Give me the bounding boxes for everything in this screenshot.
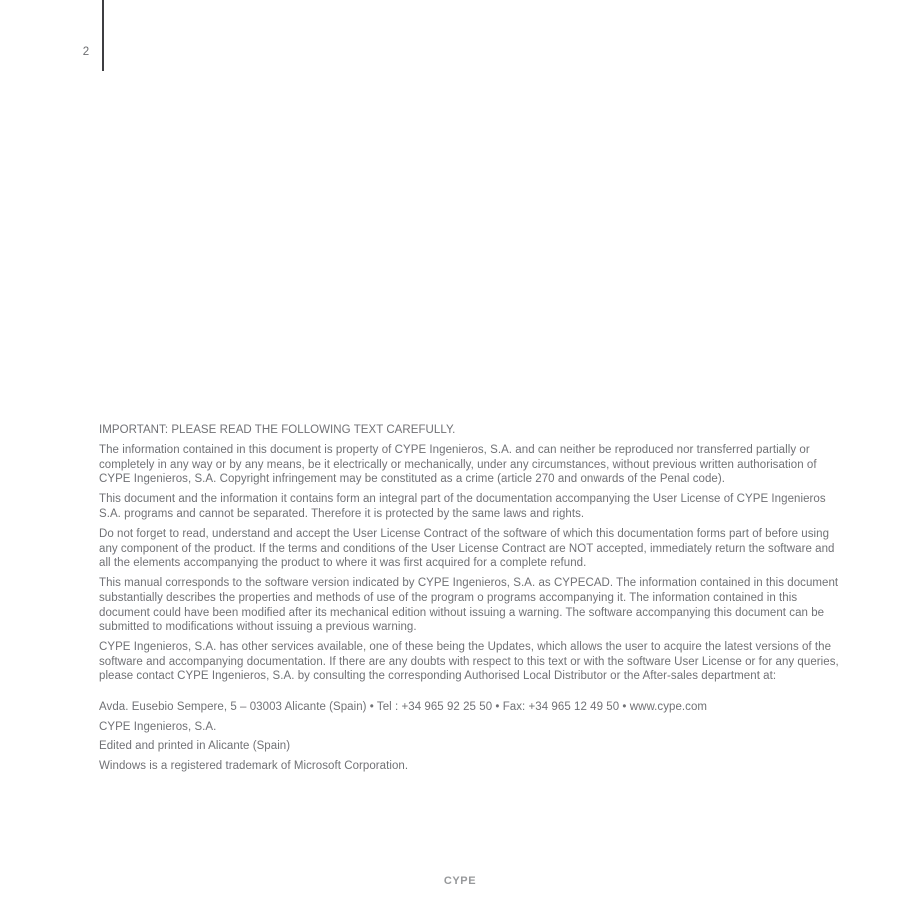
- page-number: 2: [82, 46, 90, 58]
- notice-heading: IMPORTANT: PLEASE READ THE FOLLOWING TEXT CAREFULLY.: [99, 424, 456, 436]
- legal-paragraph: CYPE Ingenieros, S.A. has other services available, one of these being the Updates, which allows the user to acquire the latest versions of the software and accompanying documentation. If there are any doubts with respect to this text or with the software User License or for any queries, please contact CYPE Ingenieros, S.A. by consulting the corresponding Authorised Local Distributor or the After-sales department at:: [99, 641, 839, 683]
- legal-paragraph: Do not forget to read, understand and accept the User License Contract of the software of which this documentation forms part of before using any component of the product. If the terms and conditions of the User License Contract are NOT accepted, immediately return the software and all the elements accompanying the product to where it was first acquired for a complete refund.: [99, 528, 835, 570]
- contact-address-line: Avda. Eusebio Sempere, 5 – 03003 Alicante (Spain) • Tel : +34 965 92 25 50 • Fax: +34 965 12 49 50 • www.cype.com: [99, 701, 708, 713]
- page-edge-rule: [102, 0, 104, 71]
- contact-edition: Edited and printed in Alicante (Spain): [99, 740, 291, 753]
- contact-company: CYPE Ingenieros, S.A.: [99, 720, 217, 733]
- legal-paragraph: This manual corresponds to the software version indicated by CYPE Ingenieros, S.A. as CYPECAD. The information contained in this document substantially describes the properties and methods of use of the program o programs accompanying it. The information contained in this document could have been modified after its mechanical edition without issuing a warning. The software accompanying this document can be submitted to modifications without issuing a previous warning.: [99, 577, 839, 634]
- legal-paragraph: The information contained in this document is property of CYPE Ingenieros, S.A. and can neither be reproduced nor transferred partially or completely in any way or by any means, be it electrically or mechanically, under any circumstances, without previous written authorisation of CYPE Ingenieros, S.A. Copyright infringement may be constituted as a crime (article 270 and onwards of the Penal code).: [99, 444, 817, 486]
- legal-paragraph: This document and the information it contains form an integral part of the documentation accompanying the User License of CYPE Ingenieros S.A. programs and cannot be separated. Therefore it is protected by the same laws and rights.: [99, 493, 826, 520]
- footer-brand: CYPE: [443, 875, 477, 887]
- contact-block: [99, 700, 846, 754]
- trademark-note: Windows is a registered trademark of Microsoft Corporation.: [99, 759, 409, 772]
- legal-notice-block: [99, 423, 846, 779]
